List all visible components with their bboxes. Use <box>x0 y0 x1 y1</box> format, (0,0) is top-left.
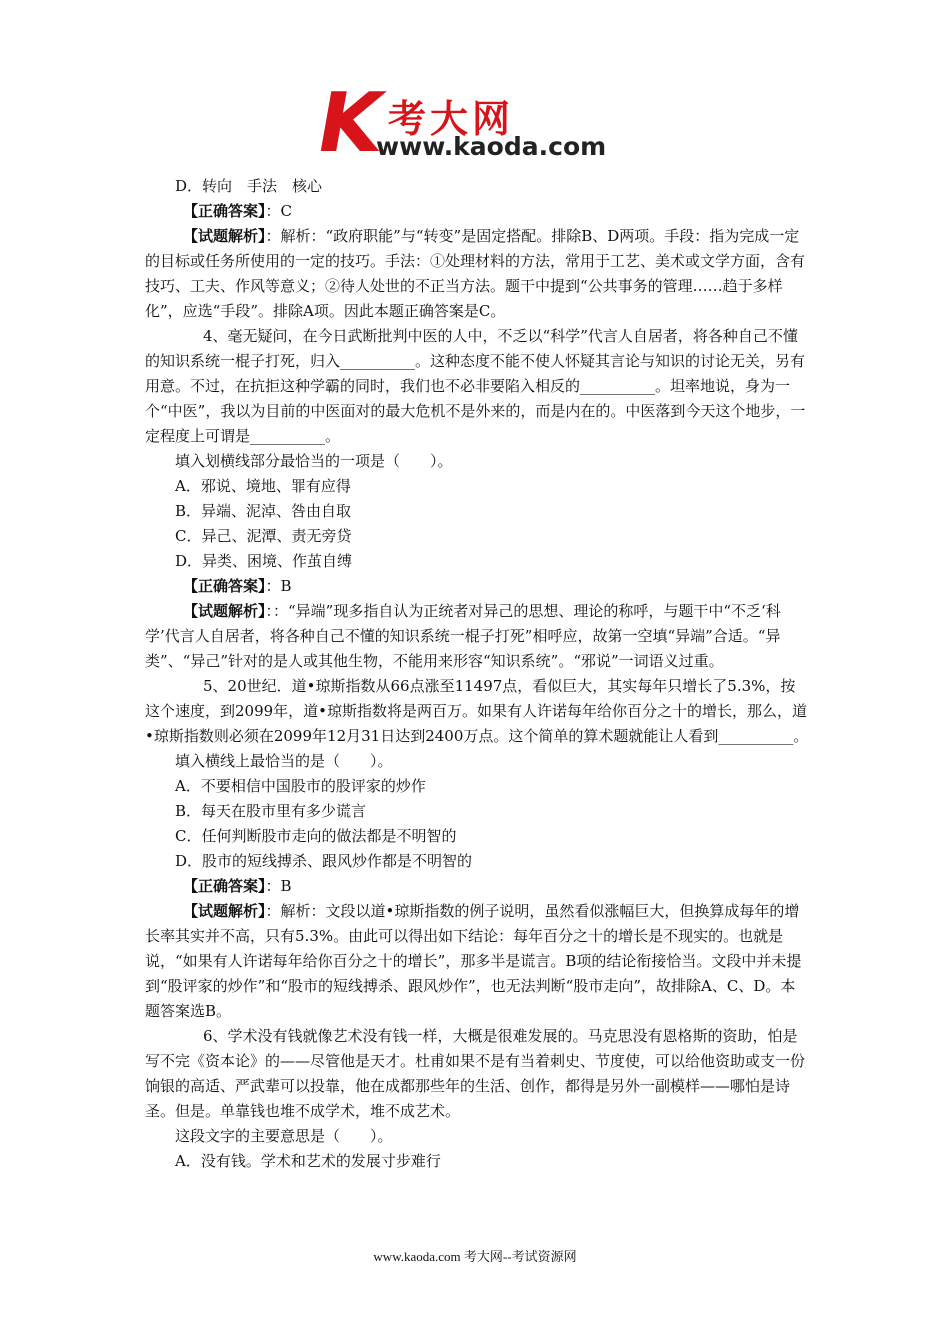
document-body <box>145 174 809 1174</box>
q5-option-b: B．每天在股市里有多少谎言 <box>175 802 367 820</box>
q4-option-d: D．异类、困境、作茧自缚 <box>175 552 353 570</box>
q4-analysis <box>145 599 809 674</box>
q5-option-a: A．不要相信中国股市的股评家的炒作 <box>175 777 426 795</box>
q5-stem: 填入横线上最恰当的是（ ）。 <box>175 752 393 770</box>
analysis-label: 【试题解析】 <box>183 227 266 245</box>
q5-answer <box>145 874 809 899</box>
analysis-label: 【试题解析】 <box>183 902 266 920</box>
answer-value: ：C <box>265 202 292 220</box>
kaoda-logo <box>309 76 638 171</box>
analysis-text: ：解析：“政府职能”与“转变”是固定搭配。排除B、D两项。手段：指为完成一定的目标或任务所使用的一定的技巧。手法：①处理材料的方法，常用于工艺、美术或文学方面，含有技巧、工夫、作风等意义；②待人处世的不正当方法。题干中提到“公共事务的管理……趋于多样化”，应选“手段”。排除A项。因此本题正确答案是C。 <box>145 227 806 320</box>
logo-k-mark: K <box>309 76 391 171</box>
answer-label: 【正确答案】 <box>183 577 266 595</box>
q3-analysis <box>145 224 809 324</box>
q5-analysis <box>145 899 809 1024</box>
analysis-text: ：：“异端”现多指自认为正统者对异己的思想、理论的称呼，与题干中“不乏‘科学’代言人自居者，将各种自己不懂的知识系统一棍子打死”相呼应，故第一空填“异端”合适。“异类”、“异己”针对的是人或其他生物，不能用来形容“知识系统”。“邪说”一词语义过重。 <box>145 602 781 670</box>
q4-answer <box>145 574 809 599</box>
q4-option-c: C．异己、泥潭、责无旁贷 <box>175 527 352 545</box>
analysis-label: 【试题解析】 <box>183 602 266 620</box>
page-footer: www.kaoda.com 考大网--考试资源网 <box>373 1249 577 1264</box>
answer-value: ：B <box>265 577 292 595</box>
q6-stem: 这段文字的主要意思是（ ）。 <box>175 1127 393 1145</box>
answer-value: ：B <box>265 877 292 895</box>
q4-option-a: A．邪说、境地、罪有应得 <box>175 477 351 495</box>
q6-option-a: A．没有钱。学术和艺术的发展寸步难行 <box>175 1152 441 1170</box>
q3-answer <box>145 199 809 224</box>
q4-question: 4、毫无疑问，在今日武断批判中医的人中，不乏以“科学”代言人自居者，将各种自己不懂的知识系统一棍子打死，归入__________。这种态度不能不使人怀疑其言论与知识的讨论无关，另有用意。不过，在抗拒这种学霸的同时，我们也不必非要陷入相反的__________。坦率地说，身为一个“中医”，我以为目前的中医面对的最大危机不是外来的，而是内在的。中医落到今天这个地步，一定程度上可谓是__________。 <box>145 327 806 445</box>
q4-option-b: B．异端、泥淖、咎由自取 <box>175 502 352 520</box>
answer-label: 【正确答案】 <box>183 202 266 220</box>
q5-option-d: D．股市的短线搏杀、跟风炒作都是不明智的 <box>175 852 473 870</box>
q3-option-d: D．转向 手法 核心 <box>175 177 323 195</box>
q6-question: 6、学术没有钱就像艺术没有钱一样，大概是很难发展的。马克思没有恩格斯的资助，怕是写不完《资本论》的——尽管他是天才。杜甫如果不是有当着刺史、节度使，可以给他资助或支一份饷银的高适、严武辈可以投靠，他在成都那些年的生活、创作，都得是另外一副模样——哪怕是诗圣。但是。单靠钱也堆不成学术，堆不成艺术。 <box>145 1027 806 1120</box>
q5-question: 5、20世纪．道•琼斯指数从66点涨至11497点，看似巨大，其实每年只增长了5.3%，按这个速度，到2099年，道•琼斯指数将是两百万。如果有人许诺每年给你百分之十的增长，那么，道•琼斯指数则必须在2099年12月31日达到2400万点。这个简单的算术题就能让人看到__________。 <box>145 677 809 745</box>
q5-option-c: C．任何判断股市走向的做法都是不明智的 <box>175 827 457 845</box>
logo-url: www.kaoda.com <box>376 132 607 161</box>
analysis-text: ：解析：文段以道•琼斯指数的例子说明，虽然看似涨幅巨大，但换算成每年的增长率其实并不高，只有5.3%。由此可以得出如下结论：每年百分之十的增长是不现实的。也就是说，“如果有人许诺每年给你百分之十的增长”，那多半是谎言。B项的结论衔接恰当。文段中并未提到“股评家的炒作”和“股市的短线搏杀、跟风炒作”，也无法判断“股市走向”，故排除A、C、D。本题答案选B。 <box>145 902 802 1020</box>
q4-stem: 填入划横线部分最恰当的一项是（ ）。 <box>175 452 453 470</box>
answer-label: 【正确答案】 <box>183 877 266 895</box>
logo-chinese-name: 考大网 <box>388 97 515 141</box>
